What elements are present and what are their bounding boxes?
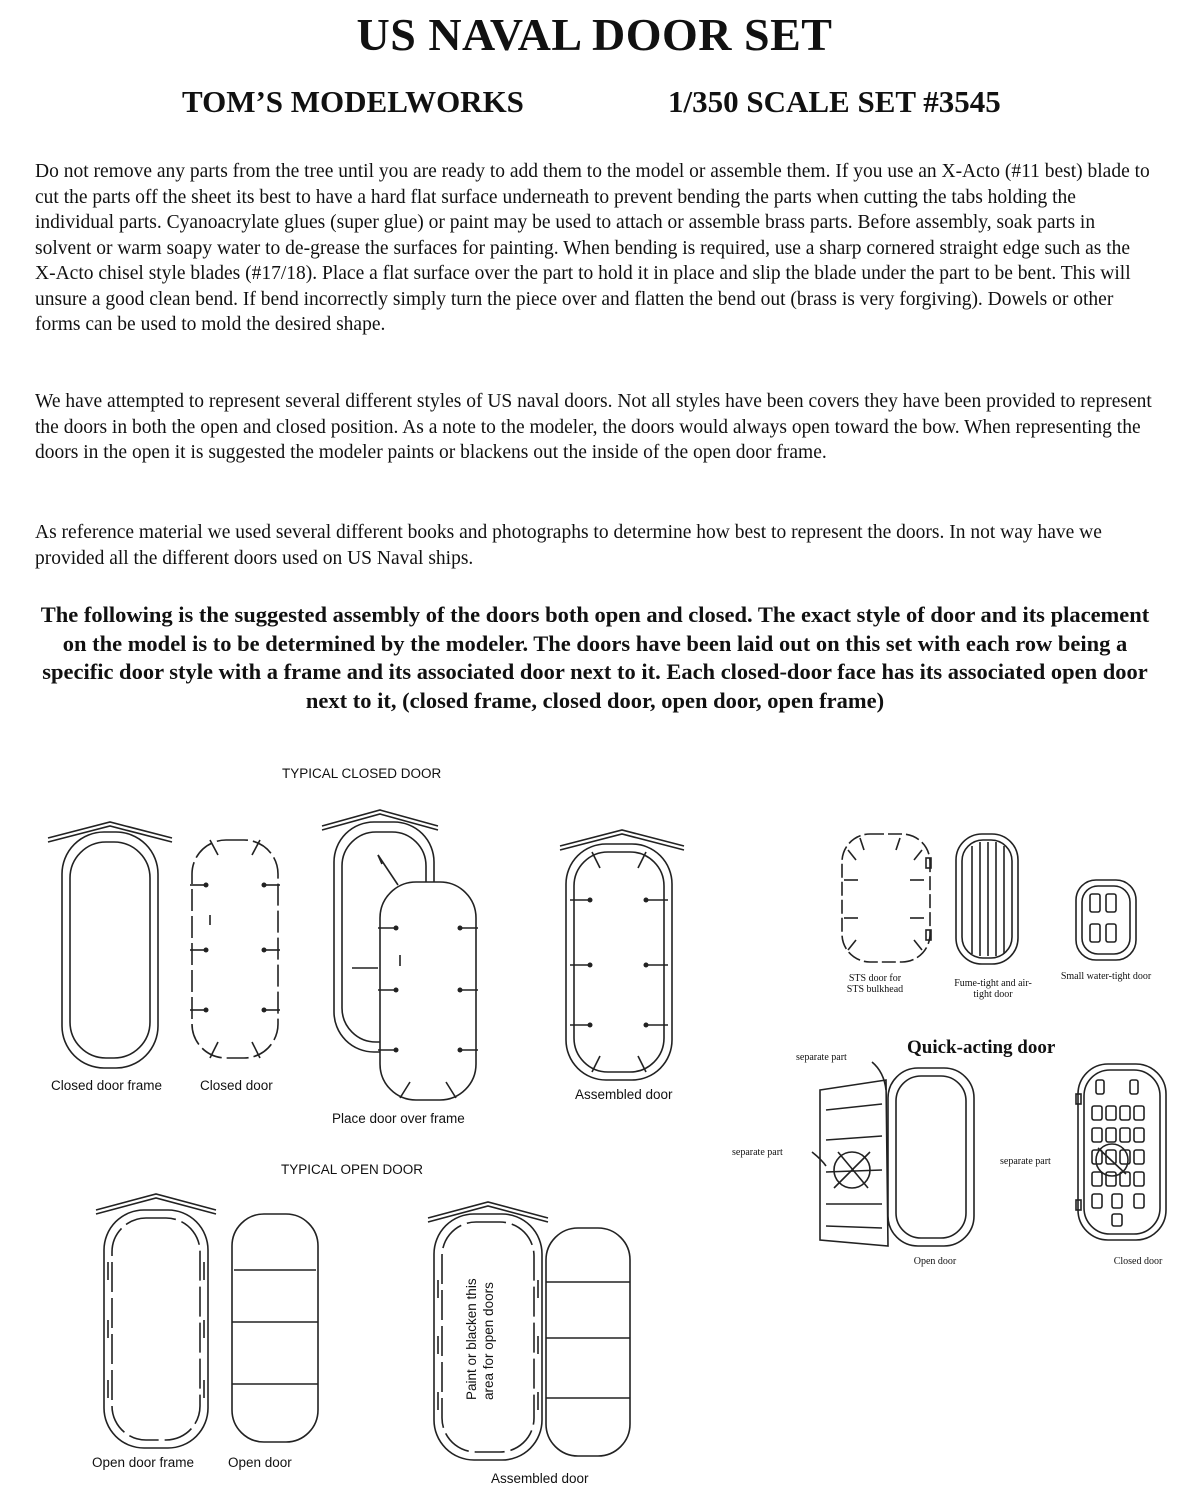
instructions-paragraph-3: As reference material we used several different books and photographs to determine how best to represent the doors. In not way have we provided all the different doors used on US Naval ships. — [35, 522, 1102, 569]
closed-door-drawing — [190, 840, 280, 1058]
fume-tight-door-drawing — [956, 834, 1018, 964]
closed-door-frame-label: Closed door frame — [51, 1078, 163, 1093]
separate-part-label-3: separate part — [1000, 1156, 1051, 1167]
place-door-over-frame-label: Place door over frame — [332, 1111, 465, 1126]
typical-closed-door-heading: TYPICAL CLOSED DOOR — [282, 766, 442, 781]
quick-acting-closed-door-label: Closed door — [1113, 1256, 1163, 1267]
open-door-drawing — [232, 1214, 318, 1442]
place-door-over-frame-drawing — [322, 810, 478, 1100]
sts-door-drawing — [842, 834, 931, 962]
separate-part-label-1: separate part — [796, 1052, 847, 1063]
open-door-frame-label: Open door frame — [92, 1455, 195, 1470]
instructions-paragraph-1: Do not remove any parts from the tree until you are ready to add them to the model or assemble them. If you use an X-Acto (#11 best) blade to cut the parts off the sheet its best to have a hard flat surface underneath to prevent bending the parts when cutting the tabs holding the individual parts. Cyanoacrylate glues (super glue) or paint may be used to attach or assemble brass parts. Before assembly, soak parts in solvent or warm soapy water to de-grease the surfaces for painting. When bending is required, use a sharp cornered straight edge such as the X-Acto chisel style blades (#17/18). Place a flat surface over the part to hold it in place and slip the blade under the part to be bent. This will unsure a good clean bend. If bend incorrectly simply turn the piece over and flatten the bend out (brass is very forgiving). Dowels or other forms can be used to mold the desired shape. — [35, 161, 1150, 335]
paint-note: Paint or blacken this area for open doors — [464, 1278, 496, 1400]
open-door-label: Open door — [228, 1455, 292, 1470]
fume-tight-door-label: Fume-tight and air-tight door — [954, 978, 1032, 1000]
assembled-closed-door-drawing — [560, 830, 684, 1080]
quick-acting-open-door-drawing — [812, 1062, 974, 1246]
closed-door-label: Closed door — [200, 1078, 273, 1093]
assembled-open-door-label: Assembled door — [491, 1471, 589, 1486]
sts-door-label: STS door for STS bulkhead — [846, 973, 904, 995]
typical-open-door-heading: TYPICAL OPEN DOOR — [281, 1162, 424, 1177]
set-number: 1/350 SCALE SET #3545 — [668, 84, 1001, 119]
assembled-open-door-drawing — [428, 1202, 630, 1460]
assembly-note: The following is the suggested assembly of the doors both open and closed. The exact style of door and its placement on the model is to be determined by the modeler. The doors have been laid out on this set with each row being a specific door style with a frame and its associated door next to it. Each closed-door face has its associated open door next to it, (closed frame, closed door, open door, open frame) — [40, 602, 1150, 713]
quick-acting-door-heading: Quick-acting door — [907, 1037, 1056, 1058]
instructions-paragraph-2: We have attempted to represent several different styles of US naval doors. Not all styles have been covers they have been provided to represent the doors in both the open and closed position. As a note to the modeler, the doors would always open toward the bow. When representing the doors in the open it is suggested the modeler paints or blackens out the inside of the open door frame. — [35, 391, 1152, 463]
small-water-tight-door-drawing — [1076, 880, 1136, 960]
quick-acting-closed-door-drawing — [1076, 1064, 1166, 1240]
separate-part-label-2: separate part — [732, 1147, 783, 1158]
quick-acting-open-door-label: Open door — [913, 1256, 957, 1267]
small-water-tight-door-label: Small water-tight door — [1060, 971, 1152, 982]
page-title: US NAVAL DOOR SET — [356, 9, 833, 60]
closed-door-frame-drawing — [48, 822, 172, 1068]
maker-name: TOM’S MODELWORKS — [182, 84, 524, 119]
assembled-closed-door-label: Assembled door — [575, 1087, 673, 1102]
open-door-frame-drawing — [96, 1194, 216, 1448]
